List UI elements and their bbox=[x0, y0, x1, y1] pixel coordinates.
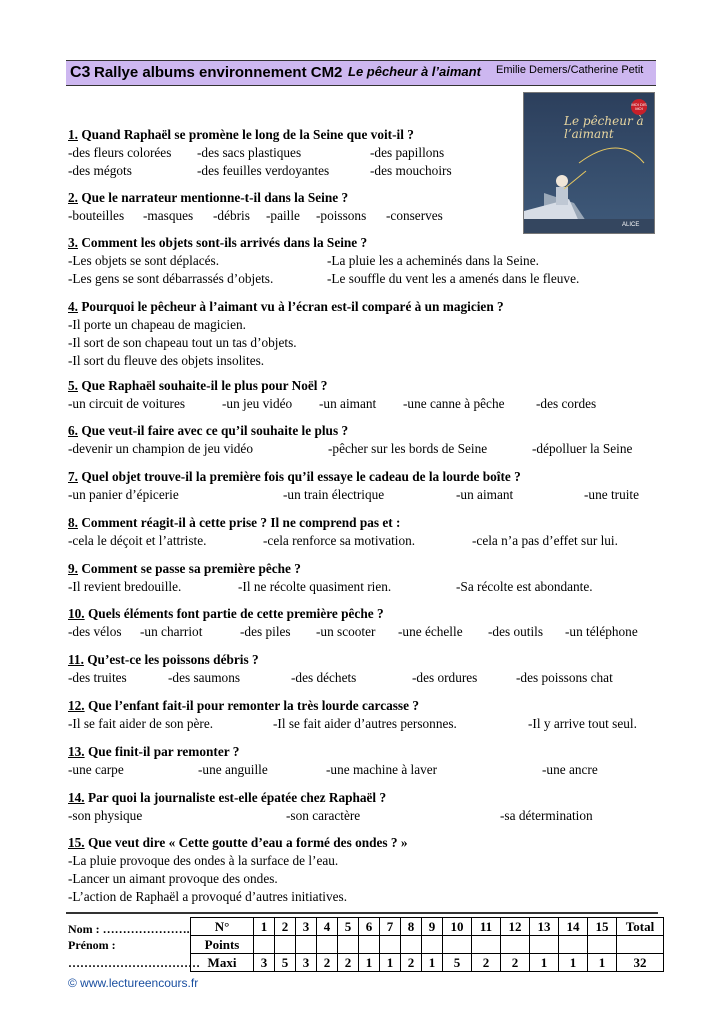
answer-option[interactable]: -une carpe bbox=[68, 762, 124, 777]
row-label: Points bbox=[191, 936, 254, 954]
score-row-points bbox=[191, 936, 664, 954]
answer-option[interactable]: -Il porte un chapeau de magicien. bbox=[68, 317, 246, 332]
question-12 bbox=[68, 697, 668, 733]
answer-option[interactable]: -une canne à pêche bbox=[403, 396, 505, 411]
question-10 bbox=[68, 605, 668, 641]
answer-row bbox=[68, 807, 668, 825]
maxi-cell: 5 bbox=[275, 954, 296, 972]
question-number: 5. bbox=[68, 378, 78, 393]
answer-option[interactable]: -conserves bbox=[386, 208, 443, 223]
answer-row bbox=[68, 715, 668, 733]
answer-row bbox=[68, 207, 668, 225]
points-cell[interactable] bbox=[472, 936, 501, 954]
cover-publisher: ALICE bbox=[622, 222, 640, 228]
question-text: Quel objet trouve-il la première fois qu’il essaye le cadeau de la lourde boîte ? bbox=[81, 469, 521, 484]
question-column: 8 bbox=[401, 918, 422, 936]
question-11 bbox=[68, 651, 668, 687]
question-number: 1. bbox=[68, 127, 78, 142]
answer-option[interactable]: -un aimant bbox=[456, 487, 514, 502]
question-6 bbox=[68, 422, 668, 458]
answer-row bbox=[68, 440, 668, 458]
answer-row bbox=[68, 395, 668, 413]
question-column: 14 bbox=[559, 918, 588, 936]
answer-option[interactable]: -La pluie les a acheminés dans la Seine. bbox=[327, 253, 539, 268]
answer-row bbox=[68, 486, 668, 504]
question-text: Comment se passe sa première pêche ? bbox=[81, 561, 301, 576]
score-row-maxi bbox=[191, 954, 664, 972]
answer-row bbox=[68, 623, 668, 641]
answer-option[interactable]: -poissons bbox=[316, 208, 367, 223]
maxi-cell: 1 bbox=[359, 954, 380, 972]
answer-option[interactable]: -Il ne récolte quasiment rien. bbox=[238, 579, 392, 594]
question-3 bbox=[68, 234, 668, 288]
question-number: 9. bbox=[68, 561, 78, 576]
answer-option[interactable]: -devenir un champion de jeu vidéo bbox=[68, 441, 253, 456]
question-text: Que Raphaël souhaite-il le plus pour Noël ? bbox=[81, 378, 328, 393]
answer-option[interactable]: -son caractère bbox=[286, 808, 361, 823]
points-cell[interactable] bbox=[422, 936, 443, 954]
answer-option[interactable]: -un circuit de voitures bbox=[68, 396, 186, 411]
question-text: Que finit-il par remonter ? bbox=[87, 744, 240, 759]
points-cell[interactable] bbox=[588, 936, 617, 954]
maxi-cell: 2 bbox=[401, 954, 422, 972]
answer-option[interactable]: -Il sort de son chapeau tout un tas d’objets. bbox=[68, 335, 297, 350]
answer-option[interactable]: -un jeu vidéo bbox=[222, 396, 293, 411]
answer-option[interactable]: -masques bbox=[143, 208, 194, 223]
answer-option[interactable]: -Il se fait aider d’autres personnes. bbox=[273, 716, 457, 731]
question-column: 11 bbox=[472, 918, 501, 936]
maxi-cell: 2 bbox=[501, 954, 530, 972]
points-cell[interactable] bbox=[559, 936, 588, 954]
question-text: Comment les objets sont-ils arrivés dans la Seine ? bbox=[81, 235, 368, 250]
answer-option[interactable]: -des mouchoirs bbox=[370, 163, 452, 178]
answer-option[interactable]: -des cordes bbox=[536, 396, 597, 411]
maxi-cell: 1 bbox=[559, 954, 588, 972]
question-text: Comment réagit-il à cette prise ? Il ne comprend pas et : bbox=[81, 515, 401, 530]
question-column: 4 bbox=[317, 918, 338, 936]
answer-option[interactable]: -Il y arrive tout seul. bbox=[528, 716, 637, 731]
answer-option[interactable]: -Sa récolte est abondante. bbox=[456, 579, 593, 594]
answer-option[interactable]: -un panier d’épicerie bbox=[68, 487, 179, 502]
page-header bbox=[66, 60, 656, 86]
points-cell[interactable] bbox=[275, 936, 296, 954]
answer-option[interactable]: -des sacs plastiques bbox=[197, 145, 302, 160]
question-column: 9 bbox=[422, 918, 443, 936]
question-number: 6. bbox=[68, 423, 78, 438]
question-13 bbox=[68, 743, 668, 779]
maxi-cell: 5 bbox=[443, 954, 472, 972]
total-column: Total bbox=[617, 918, 664, 936]
cover-title: Le pêcheur à l’aimant bbox=[564, 114, 644, 141]
question-text: Quels éléments font partie de cette première pêche ? bbox=[87, 606, 384, 621]
answer-row bbox=[68, 578, 668, 596]
question-text: Quand Raphaël se promène le long de la Seine que voit-il ? bbox=[81, 127, 414, 142]
question-column: 7 bbox=[380, 918, 401, 936]
answer-option[interactable]: -une truite bbox=[584, 487, 640, 502]
answer-option[interactable]: -des poissons chat bbox=[516, 670, 613, 685]
points-total-cell[interactable] bbox=[617, 936, 664, 954]
answer-option[interactable]: -Il sort du fleuve des objets insolites. bbox=[68, 353, 265, 368]
points-cell[interactable] bbox=[380, 936, 401, 954]
answer-option[interactable]: -débris bbox=[213, 208, 250, 223]
question-9 bbox=[68, 560, 668, 596]
question-number: 2. bbox=[68, 190, 78, 205]
answer-option[interactable]: -Les objets se sont déplacés. bbox=[68, 253, 220, 268]
maxi-cell: 1 bbox=[588, 954, 617, 972]
answer-option[interactable]: -des mégots bbox=[68, 163, 132, 178]
maxi-cell: 1 bbox=[530, 954, 559, 972]
answer-option[interactable]: -une ancre bbox=[542, 762, 598, 777]
question-column: 15 bbox=[588, 918, 617, 936]
answer-option[interactable]: -L’action de Raphaël a provoqué d’autres initiatives. bbox=[68, 889, 348, 904]
answer-option[interactable]: -cela le déçoit et l’attriste. bbox=[68, 533, 207, 548]
points-cell[interactable] bbox=[359, 936, 380, 954]
answer-option[interactable]: -dépolluer la Seine bbox=[532, 441, 633, 456]
answer-option[interactable]: -des ordures bbox=[412, 670, 478, 685]
answer-option[interactable]: -une échelle bbox=[398, 624, 463, 639]
level-label: C3 bbox=[70, 64, 91, 81]
answer-option[interactable]: -paille bbox=[266, 208, 300, 223]
question-number: 15. bbox=[68, 835, 85, 850]
book-title: Le pêcheur à l’aimant bbox=[348, 64, 481, 79]
answer-option[interactable]: -une anguille bbox=[198, 762, 268, 777]
score-table bbox=[190, 917, 664, 972]
question-column: 6 bbox=[359, 918, 380, 936]
answer-row bbox=[68, 270, 668, 288]
question-7 bbox=[68, 468, 668, 504]
answer-option[interactable]: -un aimant bbox=[319, 396, 377, 411]
book-authors: Emilie Demers/Catherine Petit bbox=[496, 64, 644, 76]
question-column: 10 bbox=[443, 918, 472, 936]
maxi-cell: 1 bbox=[380, 954, 401, 972]
cover-badge: MOI DIS MOI bbox=[631, 102, 647, 111]
answer-row bbox=[68, 162, 668, 180]
question-column: 13 bbox=[530, 918, 559, 936]
points-cell[interactable] bbox=[317, 936, 338, 954]
header-title: Rallye albums environnement CM2 bbox=[94, 64, 343, 81]
answer-option[interactable]: -des déchets bbox=[291, 670, 357, 685]
question-column: 12 bbox=[501, 918, 530, 936]
answer-option[interactable]: -La pluie provoque des ondes à la surface de l’eau. bbox=[68, 853, 339, 868]
answer-option[interactable]: -Lancer un aimant provoque des ondes. bbox=[68, 871, 278, 886]
answer-option[interactable]: -un scooter bbox=[316, 624, 376, 639]
maxi-cell: 3 bbox=[254, 954, 275, 972]
answer-option[interactable]: -des saumons bbox=[168, 670, 241, 685]
answer-option[interactable]: -un charriot bbox=[140, 624, 203, 639]
question-text: Que veut dire « Cette goutte d’eau a formé des ondes ? » bbox=[87, 835, 408, 850]
points-cell[interactable] bbox=[338, 936, 359, 954]
answer-option[interactable]: -un train électrique bbox=[283, 487, 385, 502]
answer-option[interactable]: -sa détermination bbox=[500, 808, 593, 823]
question-8 bbox=[68, 514, 668, 550]
question-number: 8. bbox=[68, 515, 78, 530]
answer-option[interactable]: -cela renforce sa motivation. bbox=[263, 533, 416, 548]
points-cell[interactable] bbox=[501, 936, 530, 954]
question-column: 5 bbox=[338, 918, 359, 936]
question-4 bbox=[68, 298, 668, 370]
answer-option[interactable]: -un téléphone bbox=[565, 624, 638, 639]
question-number: 4. bbox=[68, 299, 78, 314]
answer-option[interactable]: -des feuilles verdoyantes bbox=[197, 163, 330, 178]
answer-row bbox=[68, 532, 668, 550]
maxi-cell: 2 bbox=[472, 954, 501, 972]
answer-option[interactable]: -pêcher sur les bords de Seine bbox=[328, 441, 488, 456]
answer-option[interactable]: -cela n’a pas d’effet sur lui. bbox=[472, 533, 618, 548]
answer-option[interactable]: -des fleurs colorées bbox=[68, 145, 172, 160]
answer-row bbox=[68, 669, 668, 687]
question-15 bbox=[68, 834, 668, 906]
question-text: Qu’est-ce les poissons débris ? bbox=[87, 652, 259, 667]
question-text: Que veut-il faire avec ce qu’il souhaite le plus ? bbox=[81, 423, 349, 438]
question-column: 1 bbox=[254, 918, 275, 936]
answer-option[interactable]: -Le souffle du vent les a amenés dans le fleuve. bbox=[327, 271, 580, 286]
question-number: 7. bbox=[68, 469, 78, 484]
maxi-cell: 3 bbox=[296, 954, 317, 972]
answer-option[interactable]: -des outils bbox=[488, 624, 544, 639]
question-number: 14. bbox=[68, 790, 85, 805]
row-label: Maxi bbox=[191, 954, 254, 972]
question-number: 10. bbox=[68, 606, 85, 621]
question-number: 11. bbox=[68, 652, 84, 667]
maxi-cell: 2 bbox=[338, 954, 359, 972]
maxi-cell: 2 bbox=[317, 954, 338, 972]
question-1 bbox=[68, 126, 668, 180]
firstname-field[interactable]: …………………………… bbox=[68, 956, 200, 970]
maxi-total-cell: 32 bbox=[617, 954, 664, 972]
divider bbox=[66, 912, 658, 914]
question-column: 2 bbox=[275, 918, 296, 936]
name-field[interactable]: Nom : …………………. bbox=[68, 922, 190, 936]
score-row-numbers bbox=[191, 918, 664, 936]
question-14 bbox=[68, 789, 668, 825]
points-cell[interactable] bbox=[530, 936, 559, 954]
question-text: Que l’enfant fait-il pour remonter la très lourde carcasse ? bbox=[87, 698, 419, 713]
points-cell[interactable] bbox=[401, 936, 422, 954]
answer-row bbox=[68, 761, 668, 779]
footer-link[interactable]: © www.lectureencours.fr bbox=[68, 976, 199, 990]
points-cell[interactable] bbox=[443, 936, 472, 954]
answer-option[interactable]: -Il se fait aider de son père. bbox=[68, 716, 214, 731]
question-number: 3. bbox=[68, 235, 78, 250]
question-text: Pourquoi le pêcheur à l’aimant vu à l’écran est-il comparé à un magicien ? bbox=[81, 299, 504, 314]
answer-option[interactable]: -des piles bbox=[240, 624, 291, 639]
question-2 bbox=[68, 189, 668, 225]
points-cell[interactable] bbox=[254, 936, 275, 954]
maxi-cell: 1 bbox=[422, 954, 443, 972]
row-label: N° bbox=[191, 918, 254, 936]
points-cell[interactable] bbox=[296, 936, 317, 954]
answer-option[interactable]: -des vélos bbox=[68, 624, 122, 639]
answer-row bbox=[68, 144, 668, 162]
question-column: 3 bbox=[296, 918, 317, 936]
firstname-label: Prénom : bbox=[68, 938, 116, 952]
answer-option[interactable]: -Les gens se sont débarrassés d’objets. bbox=[68, 271, 274, 286]
answer-option[interactable]: -une machine à laver bbox=[326, 762, 438, 777]
answer-option[interactable]: -des truites bbox=[68, 670, 127, 685]
question-number: 12. bbox=[68, 698, 85, 713]
question-text: Par quoi la journaliste est-elle épatée chez Raphaël ? bbox=[87, 790, 387, 805]
question-number: 13. bbox=[68, 744, 85, 759]
answer-option[interactable]: -Il revient bredouille. bbox=[68, 579, 182, 594]
question-5 bbox=[68, 377, 668, 413]
answer-option[interactable]: -des papillons bbox=[370, 145, 445, 160]
answer-row bbox=[68, 252, 668, 270]
answer-option[interactable]: -son physique bbox=[68, 808, 143, 823]
answer-option[interactable]: -bouteilles bbox=[68, 208, 125, 223]
question-text: Que le narrateur mentionne-t-il dans la Seine ? bbox=[81, 190, 349, 205]
